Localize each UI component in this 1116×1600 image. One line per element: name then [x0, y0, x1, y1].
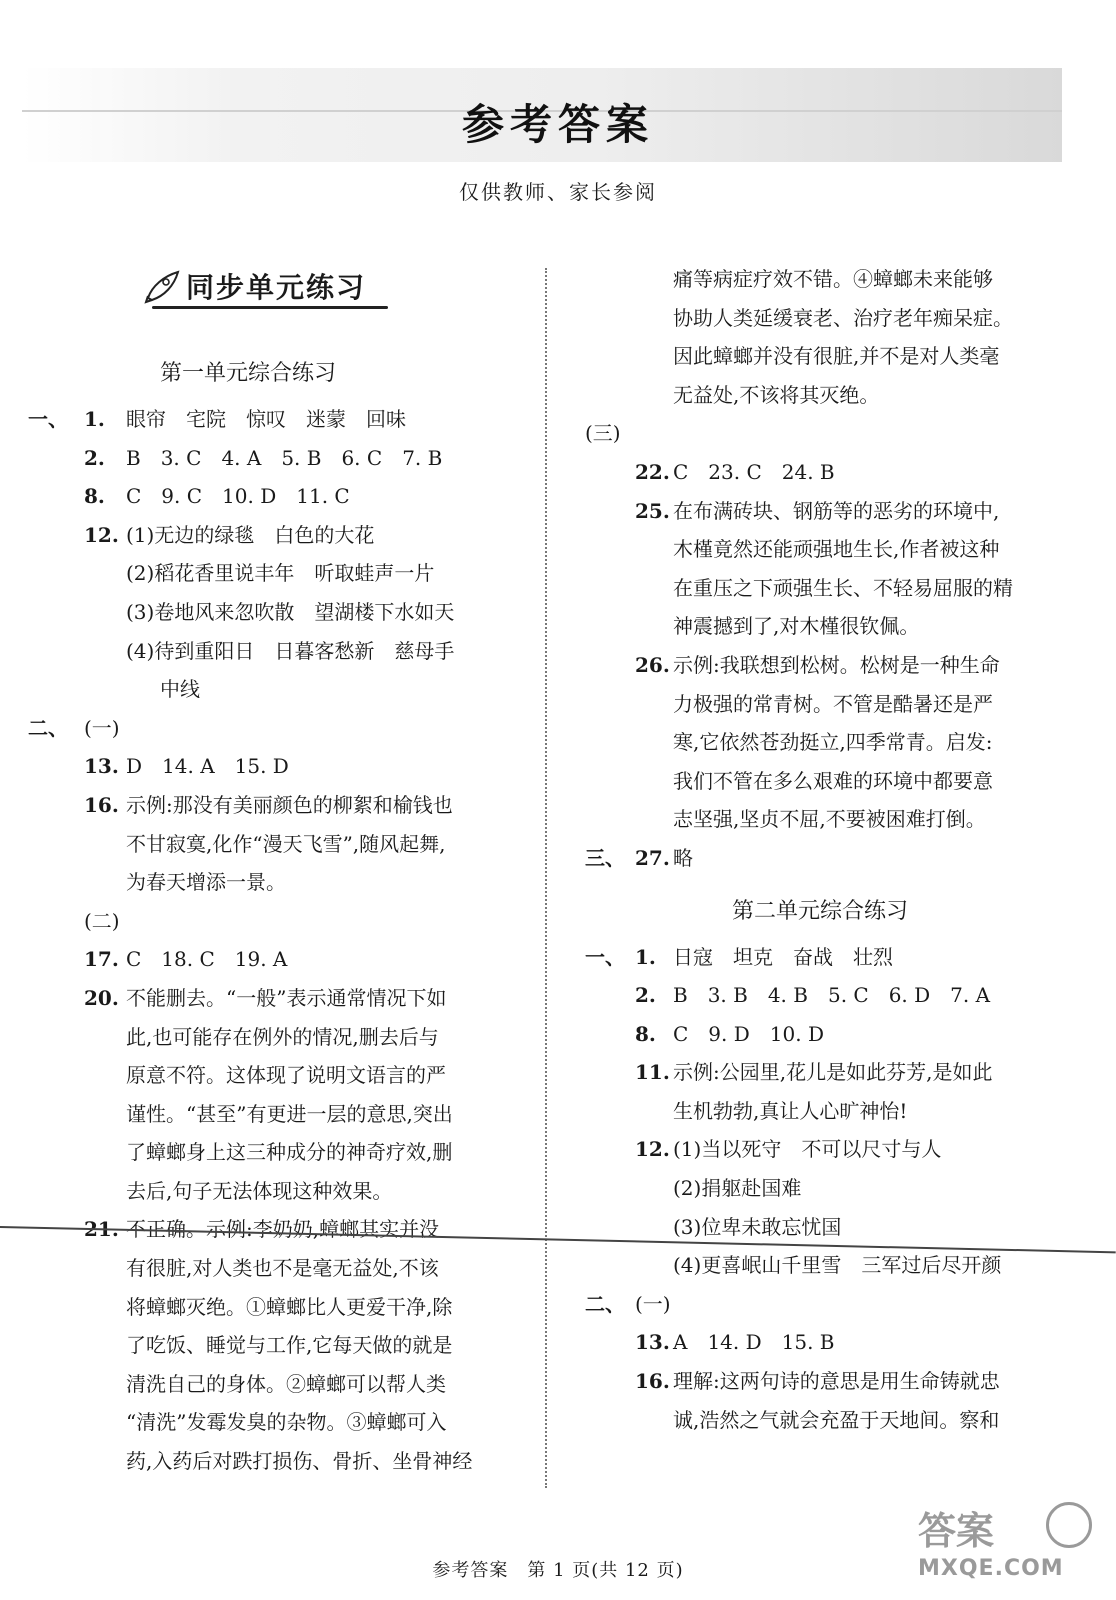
answer-line [28, 1056, 533, 1095]
answer-line [28, 863, 533, 902]
answer-line [28, 940, 533, 979]
question-number: 8. [84, 484, 105, 509]
answer-text: 为春天增添一景。 [126, 870, 286, 895]
answer-line [28, 1403, 533, 1442]
answer-line [585, 762, 1085, 801]
answer-line [585, 376, 1085, 415]
answer-text: 了蟑螂身上这三种成分的神奇疗效,删 [126, 1140, 453, 1165]
answer-line [585, 1169, 1085, 1208]
answer-line [585, 453, 1085, 492]
answer-text: (二) [84, 908, 120, 933]
watermark-seal [1046, 1502, 1092, 1548]
answer-line [28, 670, 533, 709]
answer-text: 不甘寂寞,化作“漫天飞雪”,随风起舞, [126, 831, 446, 856]
answer-text: C 18. C 19. A [126, 947, 288, 972]
answer-text: 去后,句子无法体现这种效果。 [126, 1178, 393, 1203]
question-number: 13. [635, 1330, 670, 1355]
answer-line [585, 1015, 1085, 1054]
answer-line [28, 979, 533, 1018]
answer-text: D 14. A 15. D [126, 754, 289, 779]
answer-line [585, 414, 1085, 453]
answer-line [585, 800, 1085, 839]
answer-text: (2)捐躯赴国难 [673, 1176, 802, 1201]
answer-line [585, 1130, 1085, 1169]
answer-text: 此,也可能存在例外的情况,删去后与 [126, 1024, 439, 1049]
answer-text: 谨性。“甚至”有更进一层的意思,突出 [126, 1101, 453, 1126]
answer-text: 将蟑螂灭绝。①蟑螂比人更爱干净,除 [126, 1294, 453, 1319]
answer-line [585, 1246, 1085, 1285]
answer-line [28, 516, 533, 555]
answer-line [28, 709, 533, 748]
answer-text: 不正确。示例:李奶奶,蟑螂其实并没 [126, 1217, 440, 1242]
question-number: 25. [635, 498, 670, 523]
question-number: 16. [84, 792, 119, 817]
question-number: 2. [84, 445, 105, 470]
answer-line [28, 1172, 533, 1211]
page-title: 参考答案 [461, 100, 654, 149]
answer-text: (三) [585, 421, 621, 446]
answer-line [585, 1362, 1085, 1401]
answer-line [28, 439, 533, 478]
answer-text: (3)卷地风来忽吹散 望湖楼下水如天 [126, 599, 455, 624]
answer-text: 示例:我联想到松树。松树是一种生命 [673, 652, 1000, 677]
answer-line [28, 1442, 533, 1481]
answer-text: (一) [635, 1291, 671, 1316]
answer-line [585, 938, 1085, 977]
section-heading [142, 262, 392, 314]
rocket-icon [142, 268, 182, 304]
right-column [585, 260, 1085, 1439]
answer-line [585, 530, 1085, 569]
answer-line [585, 976, 1085, 1015]
answer-line [585, 646, 1085, 685]
question-number: 16. [635, 1369, 670, 1394]
section-number: 一、 [28, 407, 68, 431]
answer-text: 寒,它依然苍劲挺立,四季常青。启发: [673, 730, 993, 755]
question-number: 1. [84, 407, 105, 431]
answer-line [585, 1285, 1085, 1324]
answer-text: 略 [673, 845, 693, 870]
question-number: 8. [635, 1021, 656, 1046]
answer-text: (1)当以死守 不可以尺寸与人 [673, 1137, 942, 1162]
answer-line [585, 1401, 1085, 1440]
answer-text: 神震撼到了,对木槿很钦佩。 [673, 614, 920, 639]
answer-text: 了吃饭、睡觉与工作,它每天做的就是 [126, 1333, 453, 1358]
answer-text: 协助人类延缓衰老、治疗老年痴呆症。 [673, 305, 1013, 330]
answer-line [28, 554, 533, 593]
answer-text: (4)待到重阳日 日暮客愁新 慈母手 [126, 638, 455, 663]
answer-text: 清洗自己的身体。②蟑螂可以帮人类 [126, 1371, 446, 1396]
answer-text: C 9. C 10. D 11. C [126, 484, 350, 509]
answer-text: 有很脏,对人类也不是毫无益处,不该 [126, 1256, 439, 1281]
unit-title: 第一单元综合练习 [159, 361, 336, 386]
question-number: 12. [635, 1137, 670, 1162]
section-number: 二、 [585, 1291, 625, 1316]
answer-text: 因此蟑螂并没有很脏,并不是对人类毫 [673, 344, 1000, 369]
answer-text: B 3. B 4. B 5. C 6. D 7. A [673, 983, 991, 1008]
answer-text: 不能删去。“一般”表示通常情况下如 [126, 985, 447, 1010]
answer-line [28, 1288, 533, 1327]
answer-line [28, 1095, 533, 1134]
answer-text: “清洗”发霉发臭的杂物。③蟑螂可入 [126, 1410, 447, 1435]
answer-line [28, 1133, 533, 1172]
answer-line [28, 1249, 533, 1288]
answer-text: 生机勃勃,真让人心旷神怡! [673, 1098, 908, 1123]
answer-text: B 3. C 4. A 5. B 6. C 7. B [126, 445, 443, 470]
answer-line [28, 632, 533, 671]
answer-line [585, 1053, 1085, 1092]
column-divider [545, 268, 547, 1488]
answer-text: (3)位卑未敢忘忧国 [673, 1214, 842, 1239]
answer-text: 诚,浩然之气就会充盈于天地间。察和 [673, 1407, 1000, 1432]
answer-text: 示例:那没有美丽颜色的柳絮和榆钱也 [126, 792, 453, 817]
question-number: 13. [84, 754, 119, 779]
question-number: 20. [84, 985, 119, 1010]
answer-text: (一) [84, 715, 120, 740]
answer-line [585, 260, 1085, 299]
answer-line [28, 786, 533, 825]
answer-line [28, 477, 533, 516]
answer-text: 痛等病症疗效不错。④蟑螂未来能够 [673, 267, 993, 291]
answer-line [585, 1092, 1085, 1131]
unit-title: 第二单元综合练习 [731, 898, 908, 924]
section-number: 三、 [585, 845, 625, 870]
answer-line [28, 1365, 533, 1404]
answer-text: (4)更喜岷山千里雪 三军过后尽开颜 [673, 1253, 1002, 1278]
answer-line [585, 607, 1085, 646]
answer-line [28, 825, 533, 864]
watermark-domain: MXQE.COM [918, 1556, 1064, 1581]
answer-text: 示例:公园里,花儿是如此芬芳,是如此 [673, 1060, 993, 1085]
answer-text: 药,入药后对跌打损伤、骨折、坐骨神经 [126, 1449, 473, 1474]
section-underline [152, 306, 388, 309]
section-number: 二、 [28, 715, 68, 740]
answer-line [28, 1018, 533, 1057]
answer-text: C 9. D 10. D [673, 1021, 824, 1046]
section-title: 同步单元练习 [186, 271, 367, 304]
answer-line [28, 747, 533, 786]
answer-line [28, 902, 533, 941]
answer-text: 无益处,不该将其灭绝。 [673, 382, 880, 407]
question-number: 21. [84, 1217, 119, 1242]
question-number: 27. [635, 845, 670, 870]
page-footer: 参考答案 第 1 页(共 12 页) [432, 1560, 684, 1581]
answer-text: (1)无边的绿毯 白色的大花 [126, 522, 375, 547]
answer-text: 中线 [160, 677, 200, 702]
answer-text: 志坚强,坚贞不屈,不要被困难打倒。 [673, 807, 986, 832]
answer-text: 力极强的常青树。不管是酷暑还是严 [673, 691, 993, 716]
question-number: 1. [635, 944, 656, 969]
answer-line [585, 839, 1085, 878]
answer-text: 日寇 坦克 奋战 壮烈 [673, 944, 893, 969]
answer-text: 眼帘 宅院 惊叹 迷蒙 回味 [126, 407, 406, 431]
answer-line [585, 569, 1085, 608]
question-number: 12. [84, 522, 119, 547]
question-number: 17. [84, 947, 119, 972]
answer-text: 在布满砖块、钢筋等的恶劣的环境中, [673, 498, 1000, 523]
left-column [28, 348, 533, 1481]
answer-text: (2)稻花香里说丰年 听取蛙声一片 [126, 561, 435, 586]
question-number: 26. [635, 652, 670, 677]
watermark-text: 答案 [918, 1509, 995, 1553]
answer-line [585, 492, 1085, 531]
answer-line [585, 299, 1085, 338]
answer-line [28, 593, 533, 632]
answer-text: 原意不符。这体现了说明文语言的严 [126, 1063, 446, 1088]
watermark-logo [918, 1500, 1096, 1590]
answer-text: 我们不管在多么艰难的环境中都要意 [673, 768, 993, 793]
question-number: 11. [635, 1060, 670, 1085]
answer-line [28, 400, 533, 439]
question-number: 22. [635, 459, 670, 484]
answer-text: A 14. D 15. B [673, 1330, 835, 1355]
answer-text: 在重压之下顽强生长、不轻易屈服的精 [673, 575, 1013, 600]
question-number: 2. [635, 983, 656, 1008]
answer-text: 理解:这两句诗的意思是用生命铸就忠 [673, 1369, 1000, 1394]
page-subtitle: 仅供教师、家长参阅 [459, 180, 657, 204]
answer-text: 木槿竟然还能顽强地生长,作者被这种 [673, 537, 1000, 562]
answer-line [585, 685, 1085, 724]
answer-line [585, 1323, 1085, 1362]
answer-text: C 23. C 24. B [673, 459, 835, 484]
section-number: 一、 [585, 944, 625, 969]
answer-line [28, 1326, 533, 1365]
answer-line [585, 723, 1085, 762]
answer-line [585, 337, 1085, 376]
